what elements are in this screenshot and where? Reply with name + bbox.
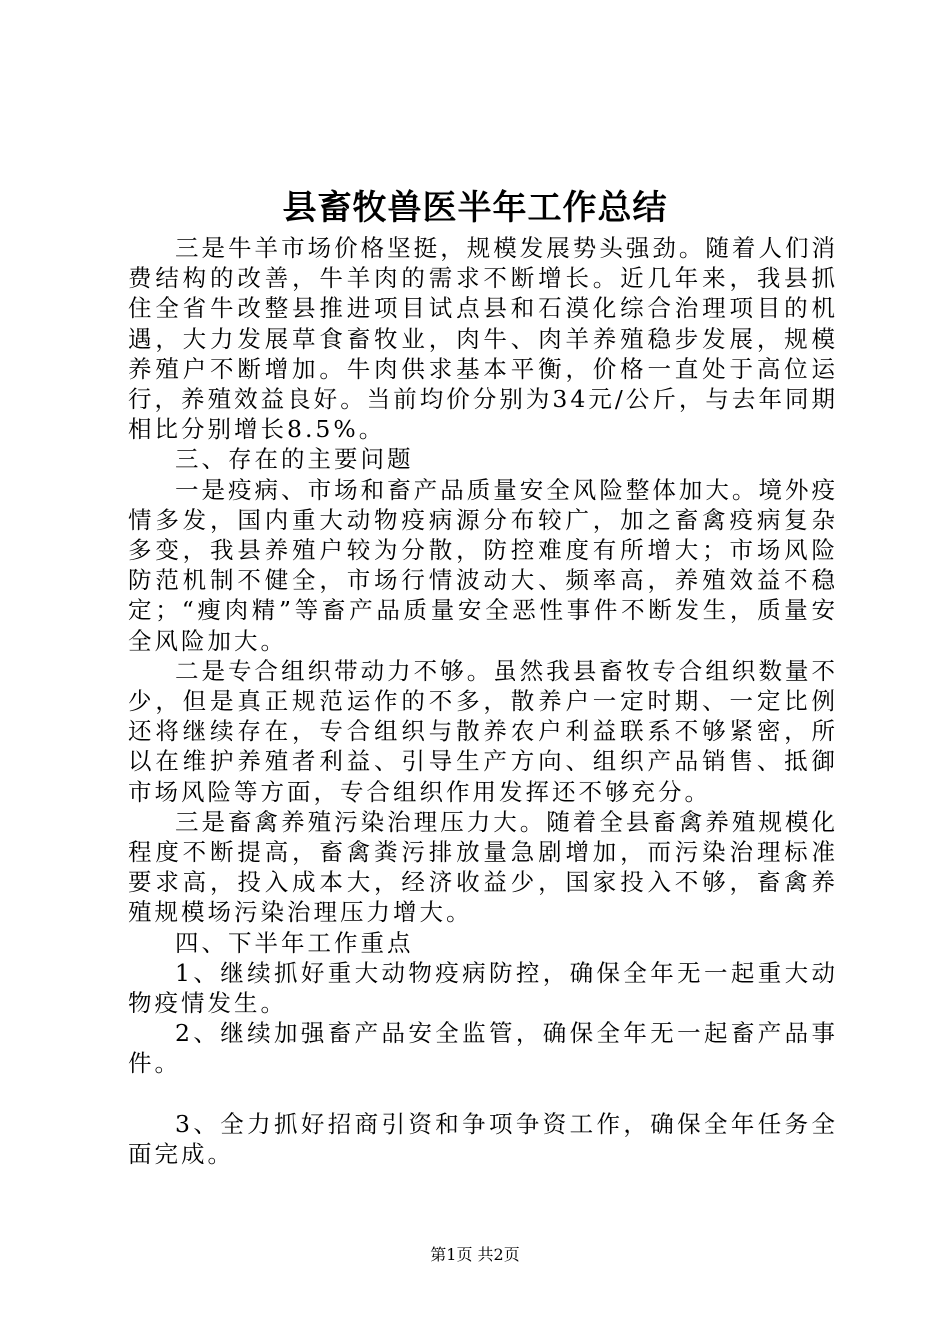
paragraph-market-prices: 三是牛羊市场价格坚挺，规模发展势头强劲。随着人们消费结构的改善，牛羊肉的需求不断增长。近几年来，我县抓住全省牛改整县推进项目试点县和石漠化综合治理项目的机遇，大力发展草食畜牧业，肉牛、肉羊养殖稳步发展，规模养殖户不断增加。牛肉供求基本平衡，价格一直处于高位运行，养殖效益良好。当前均价分别为34元/公斤，与去年同期相比分别增长8.5%。: [128, 234, 838, 444]
paragraph-cooperatives: 二是专合组织带动力不够。虽然我县畜牧专合组织数量不少，但是真正规范运作的不多，散养户一定时期、一定比例还将继续存在，专合组织与散养农户利益联系不够紧密，所以在维护养殖者利益、引导生产方向、组织产品销售、抵御市场风险等方面，专合组织作用发挥还不够充分。: [128, 656, 838, 806]
section-heading-priorities: 四、下半年工作重点: [175, 928, 414, 957]
priority-item-3: 3、全力抓好招商引资和争项争资工作，确保全年任务全面完成。: [128, 1109, 838, 1168]
priority-item-2: 2、继续加强畜产品安全监管，确保全年无一起畜产品事件。: [128, 1019, 838, 1078]
section-heading-problems: 三、存在的主要问题: [175, 445, 414, 474]
document-title: 县畜牧兽医半年工作总结: [282, 188, 668, 228]
page-footer: 第1页 共2页: [430, 1245, 520, 1264]
paragraph-pollution: 三是畜禽养殖污染治理压力大。随着全县畜禽养殖规模化程度不断提高，畜禽粪污排放量急剧增加，而污染治理标准要求高，投入成本大，经济收益少，国家投入不够，畜禽养殖规模场污染治理压力增大。: [128, 807, 838, 927]
paragraph-risk: 一是疫病、市场和畜产品质量安全风险整体加大。境外疫情多发，国内重大动物疫病源分布较广，加之畜禽疫病复杂多变，我县养殖户较为分散，防控难度有所增大；市场风险防范机制不健全，市场行情波动大、频率高，养殖效益不稳定；“瘦肉精”等畜产品质量安全恶性事件不断发生，质量安全风险加大。: [128, 475, 838, 655]
document-body: [128, 233, 838, 1169]
priority-item-1: 1、继续抓好重大动物疫病防控，确保全年无一起重大动物疫情发生。: [128, 958, 838, 1018]
